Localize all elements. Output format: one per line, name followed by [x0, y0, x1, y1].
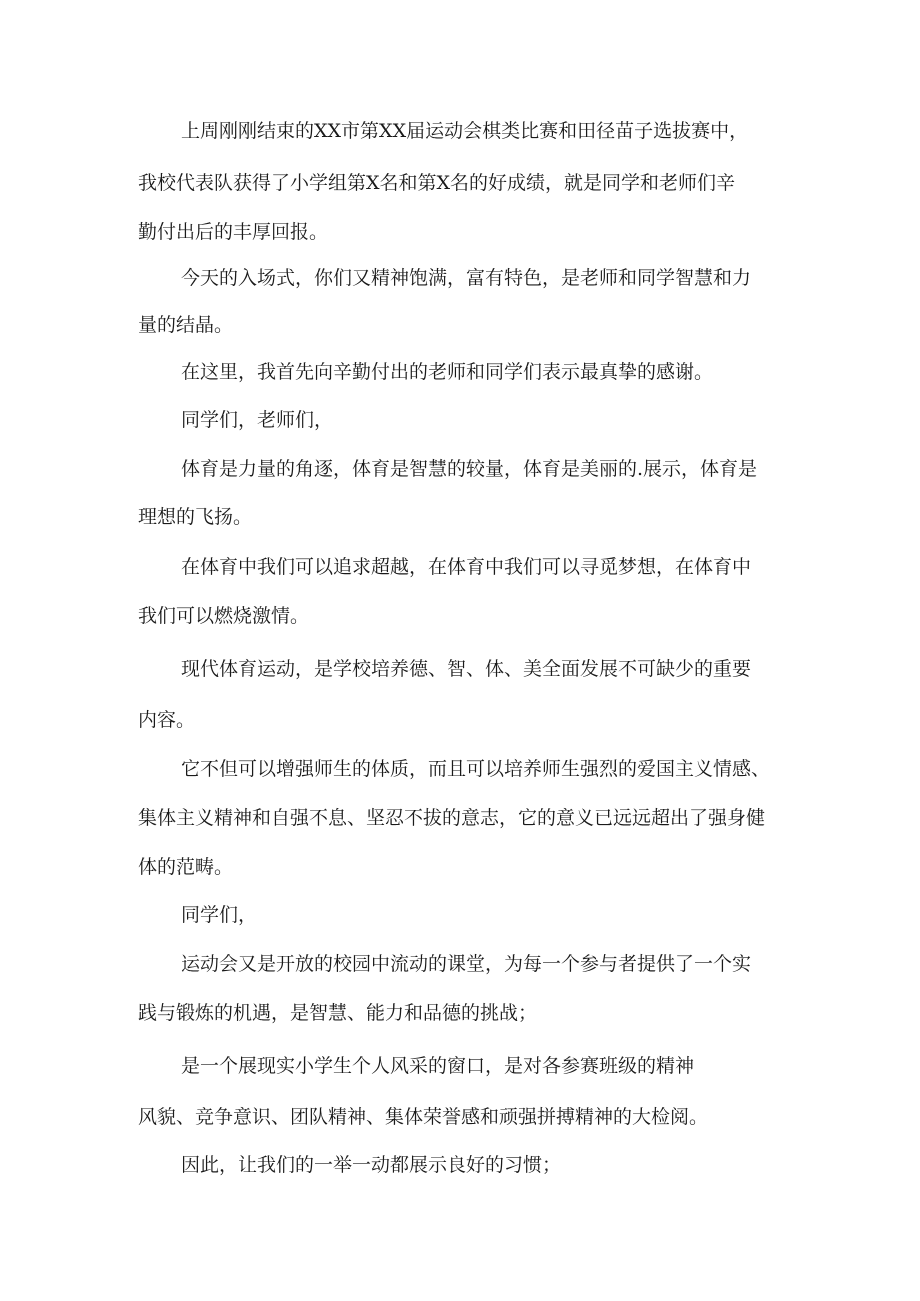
- p3-line-1: 在这里，我首先向辛勤付出的老师和同学们表示最真挚的感谢。: [181, 361, 714, 383]
- p12-line-1: 因此，让我们的一举一动都展示良好的习惯；: [181, 1154, 562, 1176]
- p8-line-2: 集体主义精神和自强不息、坚忍不拔的意志，它的意义已远远超出了强身健: [138, 807, 766, 829]
- p8-line-1: 它不但可以增强师生的体质，而且可以培养师生强烈的爱国主义情感、: [181, 758, 771, 780]
- p8-line-3: 体的范畴。: [138, 856, 234, 878]
- p7-line-2: 内容。: [138, 709, 196, 731]
- p5-line-1: 体育是力量的角逐，体育是智慧的较量，体育是美丽的.展示，体育是: [181, 458, 758, 480]
- p6-line-1: 在体育中我们可以追求超越，在体育中我们可以寻觅梦想，在体育中: [181, 556, 752, 578]
- p1-line-3: 勤付出后的丰厚回报。: [138, 221, 329, 243]
- p11-line-2: 风貌、竞争意识、团队精神、集体荣誉感和顽强拼搏精神的大检阅。: [138, 1106, 709, 1128]
- p2-line-1: 今天的入场式，你们又精神饱满，富有特色，是老师和同学智慧和力: [181, 267, 752, 289]
- p1-line-1: 上周刚刚结束的XX市第XX届运动会棋类比赛和田径苗子选拔赛中，: [181, 120, 749, 142]
- p9-line-1: 同学们，: [181, 904, 258, 926]
- p7-line-1: 现代体育运动，是学校培养德、智、体、美全面发展不可缺少的重要: [181, 658, 752, 680]
- p11-line-1: 是一个展现实小学生个人风采的窗口，是对各参赛班级的精神: [181, 1055, 695, 1077]
- p1-line-2: 我校代表队获得了小学组第X名和第X名的好成绩，就是同学和老师们辛: [138, 172, 736, 194]
- p10-line-1: 运动会又是开放的校园中流动的课堂，为每一个参与者提供了一个实: [181, 953, 752, 975]
- p6-line-2: 我们可以燃烧激情。: [138, 605, 310, 627]
- p5-line-2: 理想的飞扬。: [138, 506, 253, 528]
- p4-line-1: 同学们，老师们，: [181, 409, 334, 431]
- p10-line-2: 践与锻炼的机遇，是智慧、能力和品德的挑战；: [138, 1002, 538, 1024]
- p2-line-2: 量的结晶。: [138, 314, 234, 336]
